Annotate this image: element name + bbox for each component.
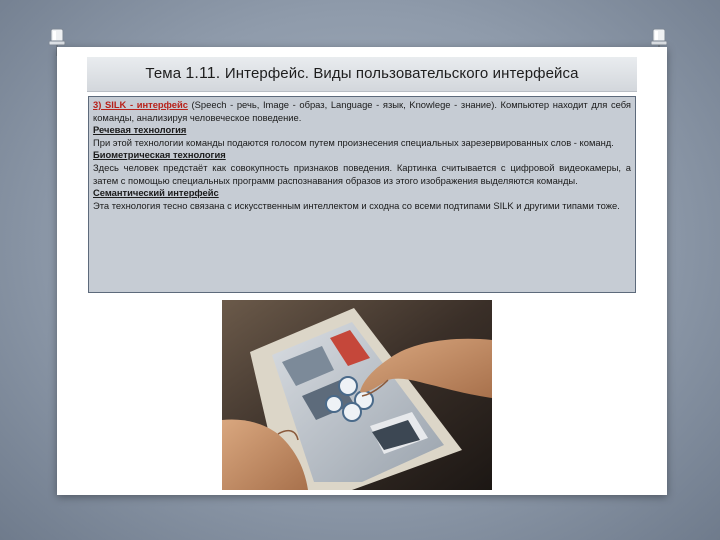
biometric-heading: Биометрическая технология: [93, 149, 226, 161]
biometric-text: Здесь человек предстаёт как совокупность признаков поведения. Картинка считывается с цифровой видеокамеры, а затем с помощью специальных программ распознавания образов из этого изображения выделяются команды.: [93, 161, 631, 186]
title-prefix: Тема: [145, 65, 186, 82]
slide: [57, 47, 667, 495]
title-text-line: [145, 65, 578, 83]
semantic-heading: Семантический интерфейс: [93, 187, 219, 199]
title-text: Интерфейс. Виды пользовательского интерфейса: [224, 65, 579, 82]
silk-paragraph: [93, 99, 631, 124]
semantic-text: Эта технология тесно связана с искусственным интеллектом и сходна со всеми подтипами SILK и другими типами тоже.: [93, 199, 620, 211]
slide-title: [87, 57, 637, 92]
title-number: 1.11.: [185, 65, 225, 82]
speech-heading: Речевая технология: [93, 124, 187, 136]
content-text-box: [88, 96, 636, 293]
speech-text: При этой технологии команды подаются голосом путем произнесения специальных зарезервированных слов - команд.: [93, 136, 614, 148]
silk-heading: 3) SILK - интерфейс: [93, 99, 188, 110]
tablet-photo: [222, 300, 492, 490]
silk-text: (Speech - речь, Image - образ, Language - язык, Knowlege - знание). Компьютер находит для себя команды, анализируя человеческое поведение.: [93, 99, 631, 123]
